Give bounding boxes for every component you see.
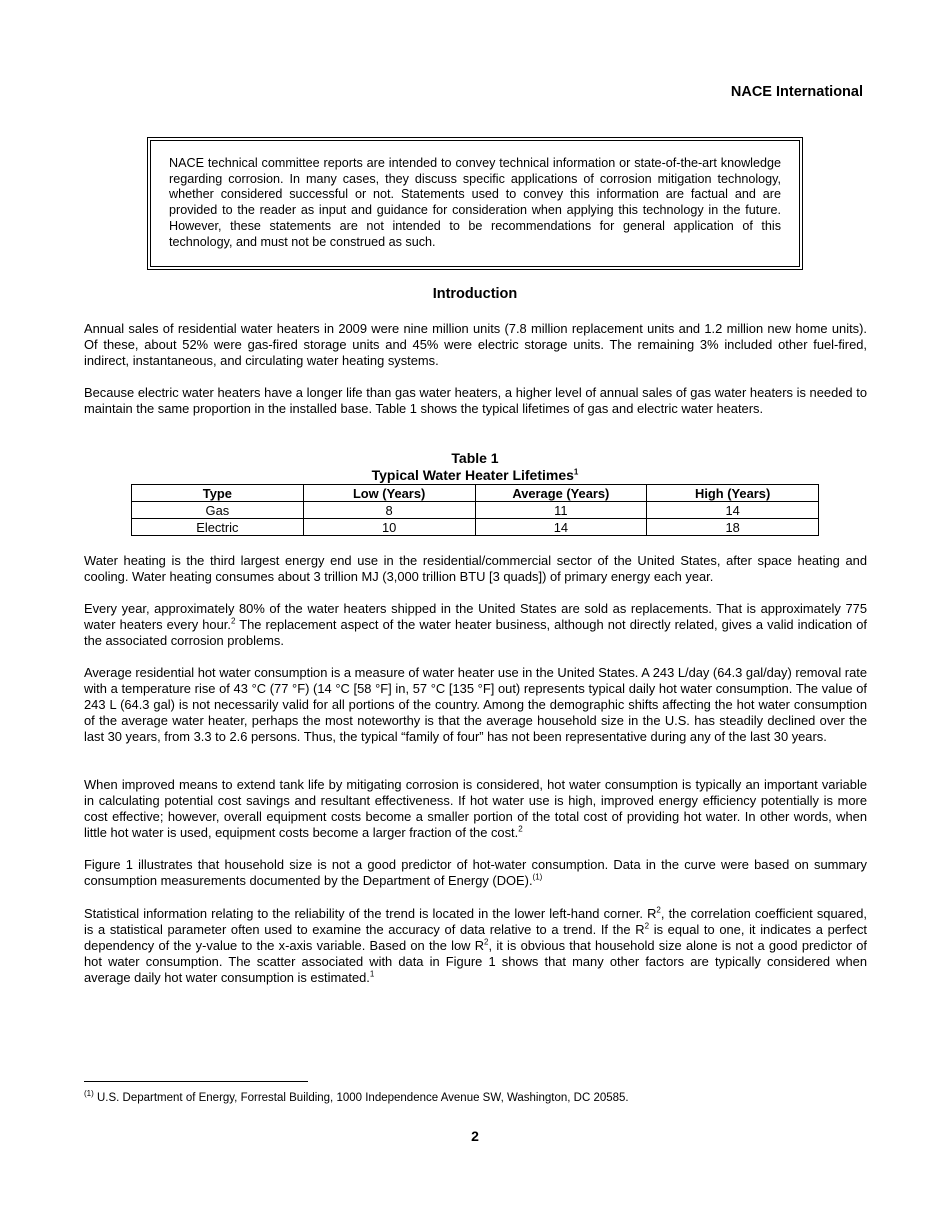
lifetimes-table — [131, 484, 819, 536]
citation-ref: 2 — [230, 616, 236, 626]
text-run: , it is obvious that household size alone is not a good predictor of hot water consumption. The scatter associated with data in Figure 1 shows that many other factors are typically considered when average daily hot water consumption is estimated. — [84, 938, 868, 985]
table-header-row — [132, 485, 819, 502]
table-cell: 8 — [303, 502, 475, 519]
table-title — [0, 467, 950, 483]
text-run: When improved means to extend tank life by mitigating corrosion is considered, hot water consumption is typically an important variable in calculating potential cost savings and resultant effectiveness. If hot water use is high, improved energy efficiency potentially is more cost effective; however, overall equipment costs become a smaller portion of the total cost of providing hot water. In other words, when little hot water is used, equipment costs become a larger fraction of the cost. — [84, 777, 867, 840]
table-title-text: Typical Water Heater Lifetimes — [371, 467, 574, 483]
table-cell: Gas — [132, 502, 304, 519]
citation-ref: 1 — [369, 969, 375, 979]
text-run: Figure 1 illustrates that household size is not a good predictor of hot-water consumption. Data in the curve were based on summary consumption measurements documented by the Department of Energy (DOE). — [84, 857, 867, 888]
paragraph-sales: Annual sales of residential water heaters in 2009 were nine million units (7.8 million replacement units and 1.2 million new home units). Of these, about 52% were gas-fired storage units and 45% were electric storage units. The remaining 3% included other fuel-fired, indirect, instantaneous, and circulating water heating systems. — [84, 321, 867, 368]
table-header-cell: Low (Years) — [303, 485, 475, 502]
page-header-org: NACE International — [730, 84, 863, 100]
table-header-cell: Type — [132, 485, 304, 502]
paragraph-tank-life — [84, 777, 867, 841]
footnote-marker: (1) — [84, 1089, 94, 1099]
text-run: Every year, approximately 80% of the water heaters shipped in the United States are sold as replacements. That is approximately 775 water heaters every hour. — [84, 601, 867, 632]
paragraph-energy-use: Water heating is the third largest energy end use in the residential/commercial sector of the United States, after space heating and cooling. Water heating consumes about 3 trillion MJ (3,000 trillion BTU [3 quads]) of primary energy each year. — [84, 553, 867, 584]
table-row — [132, 519, 819, 536]
footnote-divider — [84, 1081, 308, 1082]
citation-ref: 2 — [518, 824, 523, 834]
page-number: 2 — [471, 1128, 479, 1144]
table-cell: 18 — [647, 519, 819, 536]
text-run: is equal to one, it indicates a perfect dependency of the y-value to the x-axis variable. Based on the low R — [84, 922, 867, 953]
table-cell: 10 — [303, 519, 475, 536]
text-run: , the correlation coefficient squared, is a statistical parameter often used to examine the accuracy of data relative to a trend. If the R — [84, 906, 867, 937]
paragraph-statistics — [84, 906, 867, 986]
superscript: 2 — [656, 905, 661, 915]
disclaimer-text: NACE technical committee reports are intended to convey technical information or state-of-the-art knowledge regarding corrosion. In many cases, they discuss specific applications of corrosion mitigation technology, whether considered successful or not. Statements used to convey this information are factual and are provided to the reader as input and guidance for consideration when applying this technology in the future. However, these statements are not intended to be recommendations for general application of this technology, and must not be construed as such. — [150, 140, 800, 267]
paragraph-consumption: Average residential hot water consumption is a measure of water heater use in the United States. A 243 L/day (64.3 gal/day) removal rate with a temperature rise of 43 °C (77 °F) (14 °C [58 °F] in, 57 °C [135 °F] out) represents typical daily hot water consumption. The value of 243 L (64.3 gal) is not necessarily valid for all portions of the country. Among the demographic shifts affecting the hot water consumption of the average water heater, perhaps the most noteworthy is that the average household size in the U.S. has steadily declined over the last 30 years, from 3.3 to 2.6 persons. Thus, the typical “family of four” has not been representative during any of the last 30 years. — [84, 665, 867, 744]
section-title: Introduction — [432, 286, 518, 302]
superscript: 2 — [484, 937, 489, 947]
disclaimer-box — [147, 137, 803, 270]
table-header-cell: High (Years) — [647, 485, 819, 502]
table-row — [132, 502, 819, 519]
text-run: Statistical information relating to the reliability of the trend is located in the lower left-hand corner. R — [84, 906, 657, 921]
superscript: 2 — [644, 921, 650, 931]
table-cell: 14 — [475, 519, 647, 536]
table-label: Table 1 — [451, 450, 499, 466]
text-run: The replacement aspect of the water heater business, although not directly related, gives a valid indication of the associated corrosion problems. — [84, 617, 867, 648]
footnote-text: U.S. Department of Energy, Forrestal Building, 1000 Independence Avenue SW, Washington, DC 20585. — [93, 1092, 629, 1104]
footnote-ref: (1) — [532, 872, 543, 882]
table-cell: 14 — [647, 502, 819, 519]
table-title-ref: 1 — [573, 467, 579, 477]
footnote — [84, 1089, 629, 1104]
paragraph-figure-ref — [84, 857, 867, 889]
paragraph-replacements — [84, 601, 867, 649]
table-cell: 11 — [475, 502, 647, 519]
table-header-cell: Average (Years) — [475, 485, 647, 502]
paragraph-lifetime: Because electric water heaters have a longer life than gas water heaters, a higher level of annual sales of gas water heaters is needed to maintain the same proportion in the installed base. Table 1 shows the typical lifetimes of gas and electric water heaters. — [84, 385, 867, 416]
table-cell: Electric — [132, 519, 304, 536]
